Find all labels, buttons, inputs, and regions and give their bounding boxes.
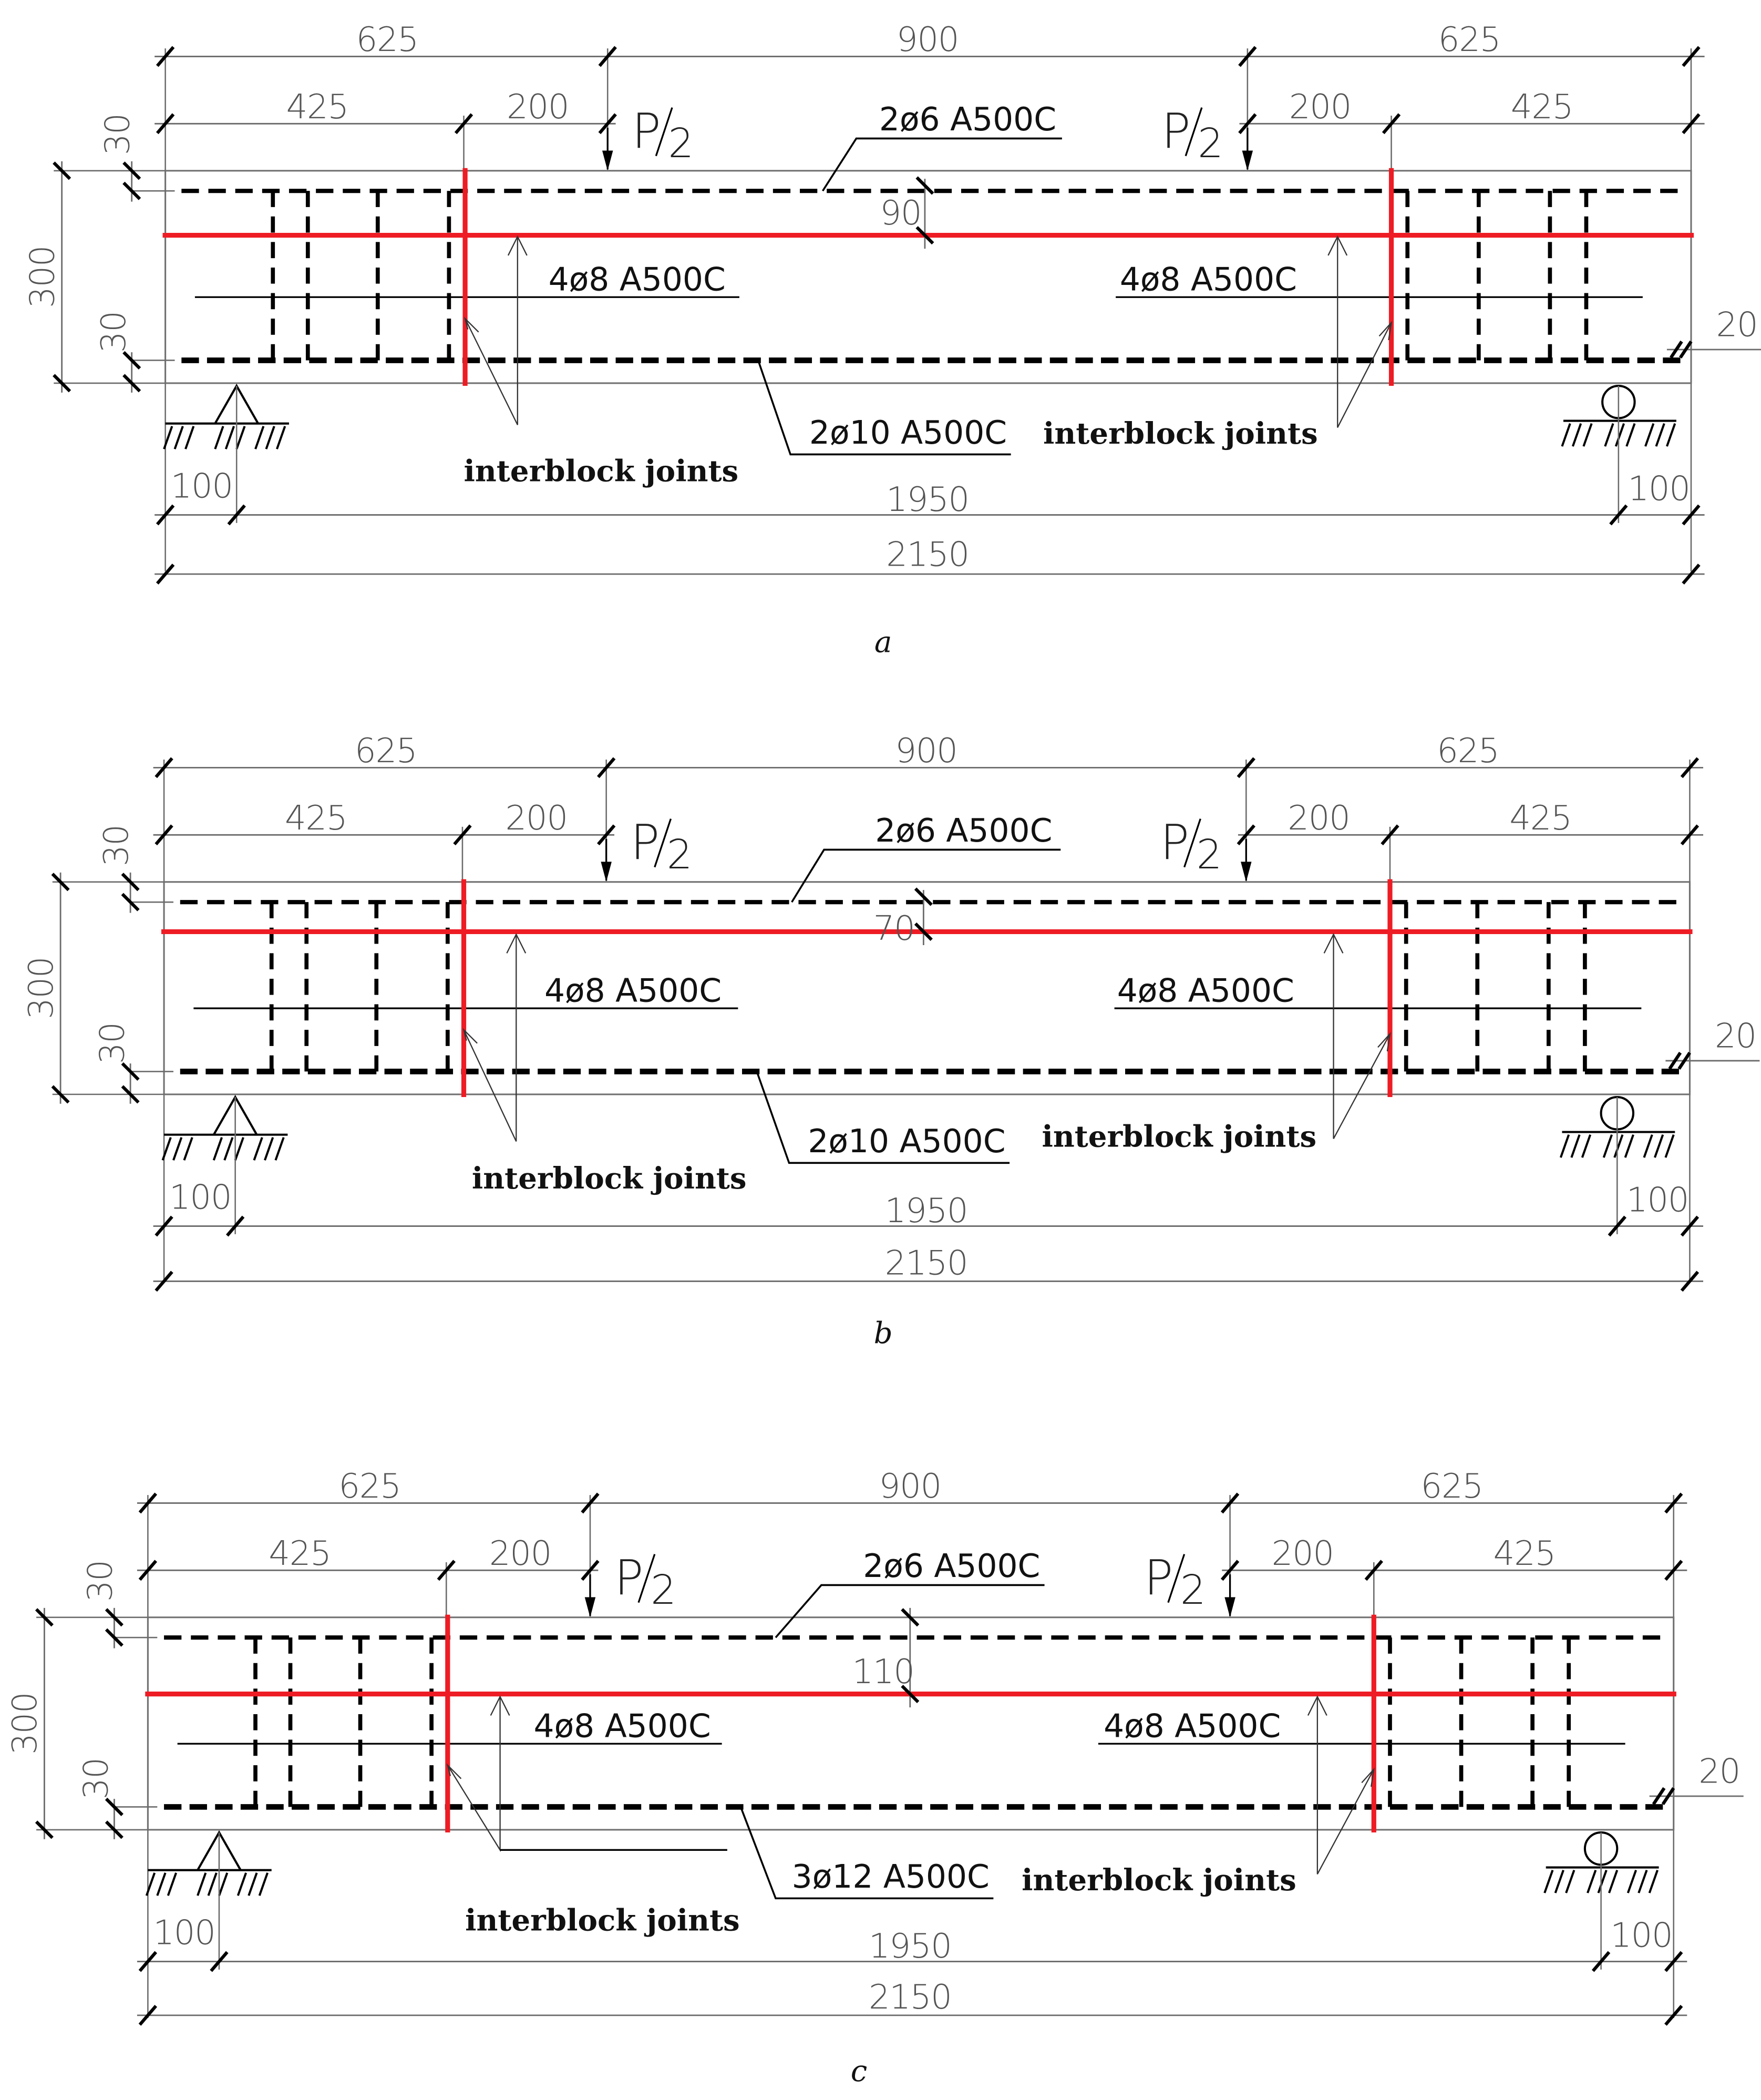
top-bar-leader [792, 849, 1061, 902]
joint-arrows-right [1324, 935, 1390, 1139]
stirrups-label-left: 4ø8 A500C [548, 261, 726, 299]
load-divisor: 2 [1180, 1567, 1206, 1614]
panel-a [23, 21, 1761, 659]
end-cover-dim [1650, 1752, 1744, 1804]
dim-425-left: 425 [269, 1534, 331, 1574]
dim-length: 2150 [884, 1244, 968, 1283]
dim-625-left: 625 [356, 21, 418, 60]
top-bar-label: 2ø6 A500C [863, 1548, 1041, 1585]
dim-support-left: 100 [169, 1178, 232, 1217]
dim-cover-top: 30 [98, 114, 138, 156]
load-label: P [1160, 814, 1190, 871]
dim-height: 300 [23, 245, 63, 308]
dim-425-right: 425 [1509, 799, 1572, 838]
stirrups-label-right: 4ø8 A500C [1119, 261, 1297, 299]
caption-c: c [850, 2054, 868, 2089]
load-right [1160, 814, 1252, 882]
bottom-bar-label: 2ø10 A500C [809, 414, 1007, 452]
dim-200-right: 200 [1288, 799, 1350, 838]
panel-c [6, 1467, 1744, 2088]
caption-b: b [873, 1316, 893, 1351]
dim-support-left: 100 [153, 1913, 215, 1953]
joint-arrows-right [1328, 237, 1391, 427]
beam-outline [164, 882, 1690, 1094]
dim-span: 1950 [886, 480, 969, 519]
dim-625-right: 625 [1420, 1467, 1483, 1507]
load-divisor: 2 [1198, 120, 1224, 168]
dim-200-left: 200 [505, 799, 568, 838]
dim-joint-offset: 70 [873, 909, 915, 948]
dim-joint-offset: 110 [852, 1653, 914, 1692]
load-left [585, 1550, 676, 1617]
dim-cover-top: 30 [81, 1560, 120, 1602]
height-dims [22, 825, 173, 1103]
top-bar-label: 2ø6 A500C [879, 101, 1057, 139]
load-label: P [630, 814, 660, 871]
joints-label-right: interblock joints [1022, 1863, 1296, 1898]
stirrups-left [255, 1637, 431, 1809]
dim-support-right: 100 [1610, 1916, 1673, 1955]
beam-outline [166, 171, 1691, 383]
dim-625-left: 625 [355, 732, 417, 771]
load-label: P [1161, 103, 1191, 160]
dim-425-left: 425 [286, 88, 348, 127]
caption-a: a [874, 625, 892, 660]
load-label: P [614, 1550, 644, 1606]
stirrups-left [272, 902, 448, 1074]
joints-label-left: interblock joints [465, 1903, 740, 1938]
dim-625-left: 625 [338, 1467, 401, 1507]
load-divisor: 2 [1196, 832, 1222, 879]
load-divisor: 2 [668, 120, 694, 168]
top-bar-label: 2ø6 A500C [875, 812, 1053, 850]
load-right [1144, 1550, 1235, 1617]
dim-end-cover: 20 [1716, 305, 1758, 345]
joints-label-left: interblock joints [471, 1161, 747, 1196]
bottom-bar-label: 3ø12 A500C [791, 1858, 990, 1896]
dim-425-right: 425 [1493, 1534, 1556, 1574]
dim-chain-bottom [137, 1913, 1687, 2024]
stirrups-label-right: 4ø8 A500C [1104, 1707, 1281, 1745]
dim-cover-bottom: 30 [93, 1022, 132, 1064]
stirrups-right [1407, 191, 1586, 363]
joint-arrows-left [464, 935, 526, 1142]
stirrups-right [1406, 902, 1585, 1074]
stirrups-right [1390, 1637, 1569, 1809]
load-label: P [1144, 1550, 1173, 1606]
dim-625-right: 625 [1438, 21, 1501, 60]
joint-arrows-right [1308, 1697, 1374, 1874]
load-divisor: 2 [651, 1567, 676, 1614]
dim-200-left: 200 [507, 88, 569, 127]
stirrups-label-left: 4ø8 A500C [533, 1707, 711, 1745]
end-cover-dim [1667, 305, 1761, 357]
height-dims [23, 114, 174, 392]
stirrups-label-left: 4ø8 A500C [544, 972, 722, 1010]
joints-label-right: interblock joints [1043, 416, 1318, 452]
end-cover-dim [1665, 1017, 1759, 1069]
load-right [1161, 103, 1253, 170]
dim-chain-bottom [153, 1178, 1703, 1290]
joints-label-right: interblock joints [1042, 1119, 1317, 1154]
load-label: P [632, 103, 661, 160]
dim-span: 1950 [868, 1927, 952, 1966]
dim-height: 300 [22, 957, 61, 1019]
dim-cover-top: 30 [97, 825, 137, 867]
top-bar-leader [823, 138, 1062, 191]
dim-cover-bottom: 30 [94, 311, 133, 353]
joint-arrows-left [465, 237, 527, 425]
dim-length: 2150 [886, 535, 969, 575]
dim-900: 900 [896, 21, 959, 60]
dim-joint-offset: 90 [880, 194, 922, 233]
dim-support-right: 100 [1626, 1181, 1689, 1220]
dim-support-left: 100 [170, 467, 233, 506]
height-dims [6, 1560, 157, 1839]
bottom-bar-label: 2ø10 A500C [808, 1122, 1006, 1160]
dim-625-right: 625 [1437, 732, 1499, 771]
joint-offset-dim [880, 178, 933, 249]
dim-425-left: 425 [285, 799, 347, 838]
joints-label-left: interblock joints [464, 454, 739, 489]
dim-900: 900 [895, 732, 957, 771]
bottom-rebar [180, 1063, 1679, 1071]
dim-span: 1950 [884, 1191, 968, 1231]
dim-200-right: 200 [1289, 88, 1352, 127]
stirrups-left [273, 191, 449, 363]
dim-length: 2150 [868, 1978, 952, 2017]
dim-end-cover: 20 [1698, 1752, 1741, 1791]
load-divisor: 2 [666, 832, 693, 879]
bottom-rebar [181, 352, 1680, 360]
dim-chain-bottom [155, 467, 1704, 583]
load-left [602, 103, 694, 170]
stirrups-label-right: 4ø8 A500C [1117, 972, 1294, 1010]
dim-height: 300 [6, 1692, 45, 1755]
dim-end-cover: 20 [1714, 1017, 1756, 1056]
dim-900: 900 [879, 1467, 941, 1507]
dim-support-right: 100 [1628, 469, 1690, 509]
joint-offset-dim [873, 889, 932, 948]
dim-cover-bottom: 30 [77, 1758, 116, 1800]
dim-200-right: 200 [1271, 1534, 1334, 1574]
panel-b [22, 732, 1760, 1350]
load-left [601, 814, 692, 882]
dim-200-left: 200 [489, 1534, 552, 1574]
dim-425-right: 425 [1510, 88, 1573, 127]
bottom-rebar [164, 1799, 1663, 1807]
